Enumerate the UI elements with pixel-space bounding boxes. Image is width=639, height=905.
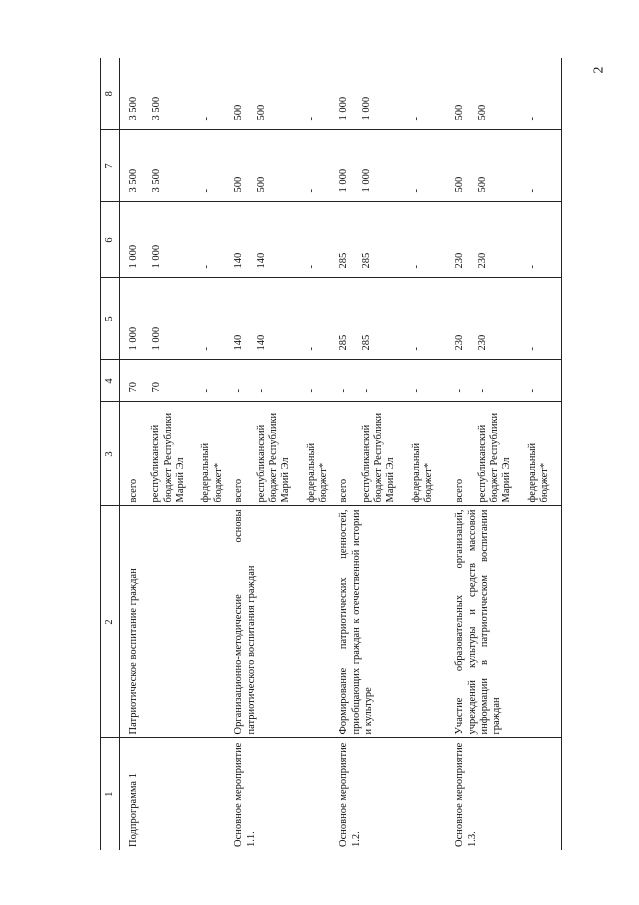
funding-source-label: всего [338, 478, 350, 503]
value-cell [120, 360, 226, 402]
funding-value: - [411, 265, 423, 269]
funding-source-label: республиканский бюджет Республики Марий Эл [255, 412, 292, 503]
value-cell [120, 130, 226, 202]
value-cell [330, 202, 446, 278]
funding-value: 140 [233, 334, 245, 351]
table-body [120, 58, 562, 850]
funding-value: 1 000 [128, 244, 139, 269]
funding-source-label: федеральный бюджет* [526, 442, 550, 503]
funding-value: 70 [151, 382, 162, 393]
value-cell [446, 278, 561, 360]
funding-value: 500 [454, 104, 466, 121]
funding-value: - [306, 347, 318, 351]
program-name: Основное мероприятие 1.3. [446, 738, 561, 850]
funding-source-cell [225, 402, 330, 506]
funding-value: - [411, 117, 423, 121]
funding-source-label: республиканский бюджет Республики Марий Эл [476, 412, 513, 503]
funding-value: - [527, 189, 539, 193]
funding-source-cell [446, 402, 561, 506]
funding-value: - [201, 265, 212, 269]
funding-value: - [306, 389, 318, 393]
value-cell [330, 278, 446, 360]
column-header: 1 [101, 738, 120, 850]
value-cell [330, 130, 446, 202]
value-cell [330, 360, 446, 402]
funding-value: - [256, 389, 268, 393]
value-cell [330, 58, 446, 130]
funding-value: 500 [256, 176, 268, 193]
program-name: Основное мероприятие 1.1. [225, 738, 330, 850]
funding-value: 500 [477, 176, 489, 193]
funding-value: - [306, 117, 318, 121]
column-header: 8 [101, 58, 120, 130]
funding-value: 500 [233, 104, 245, 121]
column-header: 7 [101, 130, 120, 202]
funding-value: 1 000 [361, 96, 373, 121]
value-cell [225, 278, 330, 360]
value-cell [225, 130, 330, 202]
program-name: Основное мероприятие 1.2. [330, 738, 446, 850]
rotated-table-wrapper [100, 58, 550, 850]
funding-value: 500 [233, 176, 245, 193]
funding-table [100, 58, 562, 850]
column-header: 6 [101, 202, 120, 278]
column-header: 2 [101, 506, 120, 738]
value-cell [446, 130, 561, 202]
program-description: Патриотическое воспитание граждан [120, 506, 226, 738]
column-header: 3 [101, 402, 120, 506]
funding-value: - [233, 389, 245, 393]
funding-value: - [454, 389, 466, 393]
funding-value: - [527, 265, 539, 269]
funding-value: - [201, 117, 212, 121]
funding-value: 1 000 [361, 168, 373, 193]
value-cell [120, 202, 226, 278]
funding-value: 140 [233, 252, 245, 269]
funding-value: - [411, 347, 423, 351]
funding-value: 1 000 [338, 168, 350, 193]
program-description: Организационно-методические основы патриотического воспитания граждан [225, 506, 330, 738]
funding-source-label: всего [128, 478, 139, 503]
value-cell [225, 360, 330, 402]
funding-value: - [477, 389, 489, 393]
funding-value: - [201, 189, 212, 193]
funding-source-cell [330, 402, 446, 506]
funding-value: 285 [361, 334, 373, 351]
table-header-row [101, 58, 120, 850]
funding-value: 140 [256, 252, 268, 269]
value-cell [225, 58, 330, 130]
funding-source-label: всего [233, 478, 245, 503]
value-cell [225, 202, 330, 278]
funding-value: 3 500 [128, 96, 139, 121]
funding-value: - [527, 347, 539, 351]
column-header: 4 [101, 360, 120, 402]
value-cell [120, 278, 226, 360]
program-description: Участие образовательных организаций, учреждений культуры и средств массовой информации в патриотическом воспитании граждан [446, 506, 561, 738]
funding-source-label: федеральный бюджет* [305, 442, 329, 503]
funding-value: 285 [338, 334, 350, 351]
value-cell [446, 360, 561, 402]
funding-value: 230 [477, 252, 489, 269]
funding-value: 1 000 [128, 326, 139, 351]
funding-value: - [201, 347, 212, 351]
funding-value: 3 500 [128, 168, 139, 193]
funding-value: - [338, 389, 350, 393]
page-number: 2 [591, 66, 607, 74]
funding-source-label: федеральный бюджет* [410, 442, 434, 503]
funding-value: 285 [361, 252, 373, 269]
funding-value: 500 [454, 176, 466, 193]
funding-value: - [361, 389, 373, 393]
funding-value: - [306, 265, 318, 269]
table-row [225, 58, 330, 850]
funding-source-label: республиканский бюджет Республики Марий Эл [150, 412, 187, 503]
funding-value: - [411, 189, 423, 193]
value-cell [446, 58, 561, 130]
table-row [330, 58, 446, 850]
value-cell [120, 58, 226, 130]
value-cell [446, 202, 561, 278]
funding-value: - [411, 389, 423, 393]
funding-source-label: федеральный бюджет* [200, 442, 224, 503]
funding-value: - [306, 189, 318, 193]
funding-value: 1 000 [151, 326, 162, 351]
funding-value: - [527, 389, 539, 393]
funding-value: 3 500 [151, 96, 162, 121]
program-description: Формирование патриотических ценностей, приобщающих граждан к отечественной истории и культуре [330, 506, 446, 738]
funding-value: 3 500 [151, 168, 162, 193]
funding-value: 1 000 [151, 244, 162, 269]
funding-value: 230 [454, 252, 466, 269]
column-header: 5 [101, 278, 120, 360]
funding-source-label: республиканский бюджет Республики Марий Эл [360, 412, 397, 503]
funding-value: 230 [477, 334, 489, 351]
funding-value: 285 [338, 252, 350, 269]
funding-value: 230 [454, 334, 466, 351]
funding-value: - [527, 117, 539, 121]
table-row [446, 58, 561, 850]
funding-value: 140 [256, 334, 268, 351]
funding-value: - [201, 389, 212, 393]
funding-value: 70 [128, 382, 139, 393]
funding-source-cell [120, 402, 226, 506]
funding-value: 500 [256, 104, 268, 121]
program-name: Подпрограмма 1 [120, 738, 226, 850]
table-row [120, 58, 226, 850]
funding-source-label: всего [454, 478, 466, 503]
funding-value: 500 [477, 104, 489, 121]
funding-value: 1 000 [338, 96, 350, 121]
